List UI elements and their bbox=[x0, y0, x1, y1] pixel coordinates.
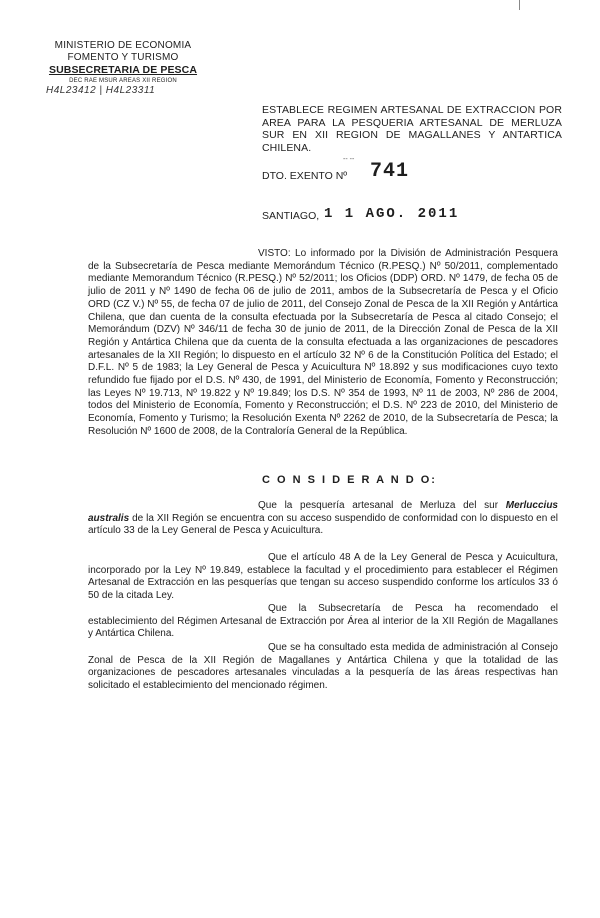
visto-paragraph bbox=[88, 248, 558, 439]
date-line bbox=[262, 206, 460, 222]
considerando-2-text: Que el artículo 48 A de la Ley General de Pesca y Acuicultura, incorporado por la Ley Nº 19.849, establece la facultad y el procedimiento para establecer el Régimen Artesanal de Extracción en las pesquerías que tengan su acceso suspendido conforme los artículos 33 ó 50 de la citada Ley. bbox=[88, 552, 558, 602]
considerando-1-post: de la XII Región se encuentra con su acceso suspendido de conformidad con lo dispuesto en el artículo 33 de la Ley General de Pesca y Acuicultura. bbox=[88, 512, 559, 537]
visto-text: VISTO: Lo informado por la División de Administración Pesquera de la Subsecretaría de Pesca mediante Memorándum Técnico (R.PESQ.) Nº 50/2011, complementado mediante Memorandum Técnico (R.PESQ.) Nº 52/2011; los Oficios (DDP) ORD. Nº 1479, de fecha 05 de julio de 2011 y Nº 1490 de fecha 06 de julio de 2011, ambos de la Subsecretaría de Pesca y el Oficio ORD (CZ V.) Nº 55, de fecha 07 de julio de 2011, del Consejo Zonal de Pesca de la XII Región y Antártica Chilena, que dan cuenta de la consulta efectuada por la Subsecretaría de Pesca al citado Consejo; el Memorándum (DZV) Nº 346/11 de fecha 30 de junio de 2011, de la Dirección Zonal de Pesca de la XII Región y Antártica Chilena que da cuenta de la consulta efectuada a las organizaciones de pescadores artesanales de la XII Región; lo dispuesto en el artículo 32 Nº 6 de la Constitución Política del Estado; el D.F.L. Nº 5 de 1983; la Ley General de Pesca y Acuicultura Nº 18.892 y sus modificaciones cuyo texto refundido fue fijado por el D.S. Nº 430, de 1991, del Ministerio de Economía, Fomento y Reconstrucción; las Leyes Nº 19.713, Nº 19.822 y Nº 19.849; los D.S. Nº 354 de 1993, Nº 11 de 2003, Nº 286 de 2004, todos del Ministerio de Economía, Fomento y Reconstrucción; el D.S. Nº 223 de 2010, del Ministerio de Economía, Fomento y Turismo; la Resolución Exenta Nº 2262 de 2010, de la Subsecretaría de Pesca; la Resolución Nº 1600 de 2008, de la Contraloría General de la República. bbox=[88, 248, 558, 437]
considerando-paragraph-4 bbox=[88, 642, 558, 693]
considerando-heading: C O N S I D E R A N D O: bbox=[262, 474, 437, 486]
date-label: SANTIAGO, bbox=[262, 210, 320, 222]
considerando-paragraph-3 bbox=[88, 603, 558, 641]
ministry-name: MINISTERIO DE ECONOMIA bbox=[54, 40, 192, 51]
decree-label: DTO. EXENTO Nº bbox=[262, 170, 348, 182]
considerando-4-text: Que se ha consultado esta medida de administración al Consejo Zonal de Pesca de la XII Región de Magallanes y Antártica Chilena y que la totalidad de las organizaciones de pescadores artesanales vinculadas a la pesquería de las áreas respectivas han solicitado el establecimiento del mencionado régimen. bbox=[88, 642, 558, 692]
decree-number: 741 bbox=[370, 160, 410, 183]
decree-number-line bbox=[262, 160, 410, 183]
edge-mark bbox=[519, 0, 520, 10]
subsecretaria-name: SUBSECRETARIA DE PESCA bbox=[48, 64, 198, 76]
ministry-subname: FOMENTO Y TURISMO bbox=[67, 52, 179, 63]
considerando-3-text: Que la Subsecretaría de Pesca ha recomendado el establecimiento del Régimen Artesanal de Extracción por Área al interior de la XII Región de Magallanes y Antártica Chilena. bbox=[88, 603, 558, 640]
species-name: Merluccius australis bbox=[88, 500, 558, 524]
decree-title: ESTABLECE REGIMEN ARTESANAL DE EXTRACCION POR AREA PARA LA PESQUERIA ARTESANAL DE MERLUZA SUR EN XII REGION DE MAGALLANES Y ANTARTICA CHILENA. bbox=[262, 104, 562, 154]
considerando-paragraph-1 bbox=[88, 500, 558, 538]
handwritten-reference: H4L23412 | H4L23311 bbox=[46, 85, 156, 96]
ministry-header bbox=[38, 40, 208, 97]
date-stamp: 1 1 AGO. 2011 bbox=[324, 206, 460, 222]
considerando-1-pre: Que la pesquería artesanal de Merluza del sur bbox=[258, 500, 499, 511]
small-mark: -- -- bbox=[343, 156, 355, 163]
document-code: DEC RAE MSUR AREAS XII REGION bbox=[69, 78, 177, 84]
considerando-paragraph-2 bbox=[88, 552, 558, 603]
